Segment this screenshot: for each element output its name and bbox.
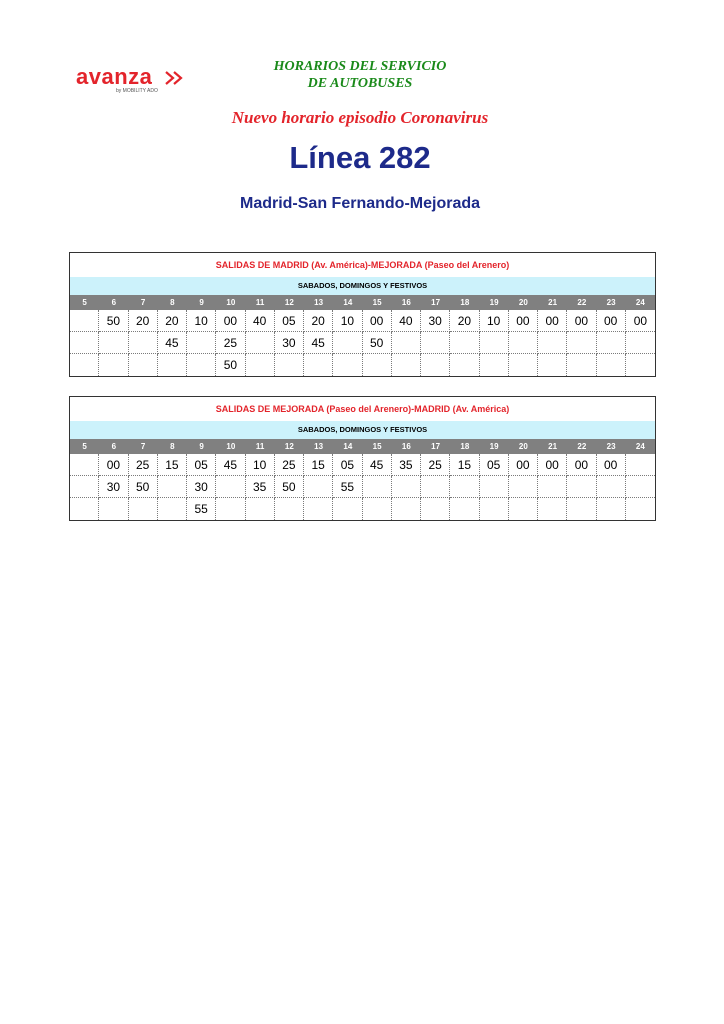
minute-cell: 50 (99, 310, 128, 332)
hour-header-cell: 5 (70, 439, 99, 454)
minute-cell (70, 354, 99, 376)
logo-wordmark: avanza (76, 64, 153, 89)
minute-cell: 30 (187, 476, 216, 498)
minute-cell: 40 (392, 310, 421, 332)
minute-cell (480, 498, 509, 520)
hour-header-cell: 18 (450, 439, 479, 454)
minute-cell: 05 (187, 454, 216, 476)
minute-cell (246, 498, 275, 520)
minute-cell: 00 (509, 454, 538, 476)
minute-cell: 15 (158, 454, 187, 476)
minute-cell: 00 (99, 454, 128, 476)
minute-cell (216, 476, 245, 498)
minute-cell: 35 (392, 454, 421, 476)
minute-cell (480, 332, 509, 354)
minute-cell: 45 (304, 332, 333, 354)
minute-cell (70, 332, 99, 354)
hour-header-row (70, 295, 655, 310)
minute-cell (275, 354, 304, 376)
minute-cell: 50 (363, 332, 392, 354)
hour-header-cell: 17 (421, 439, 450, 454)
minute-cell (421, 476, 450, 498)
hour-header-cell: 7 (129, 295, 158, 310)
minute-cell (70, 454, 99, 476)
minutes-row (70, 498, 655, 520)
hour-header-cell: 20 (509, 439, 538, 454)
minute-cell (129, 332, 158, 354)
minute-cell: 35 (246, 476, 275, 498)
minute-cell (509, 354, 538, 376)
hour-header-cell: 9 (187, 295, 216, 310)
minute-cell (333, 498, 362, 520)
minute-cell: 00 (567, 454, 596, 476)
minute-cell (597, 354, 626, 376)
minute-cell: 00 (567, 310, 596, 332)
minute-cell (333, 332, 362, 354)
chevron-arrows-icon (164, 70, 186, 86)
minute-cell: 55 (333, 476, 362, 498)
minute-cell (129, 498, 158, 520)
minute-cell: 00 (538, 454, 567, 476)
minute-cell (597, 332, 626, 354)
minute-cell (70, 310, 99, 332)
minute-cell (187, 332, 216, 354)
hour-header-cell: 21 (538, 295, 567, 310)
minute-cell (99, 354, 128, 376)
hour-header-cell: 10 (216, 295, 245, 310)
minute-cell (421, 354, 450, 376)
minutes-row (70, 332, 655, 354)
hour-header-cell: 11 (246, 295, 275, 310)
hour-header-cell: 24 (626, 295, 655, 310)
timetable-2 (69, 396, 656, 521)
minute-cell: 00 (509, 310, 538, 332)
minute-cell (158, 354, 187, 376)
hour-header-cell: 13 (304, 295, 333, 310)
minute-cell (392, 354, 421, 376)
minute-cell (304, 354, 333, 376)
minute-cell (597, 498, 626, 520)
minutes-row (70, 310, 655, 332)
minute-cell (567, 332, 596, 354)
minute-cell (626, 498, 655, 520)
hour-header-cell: 6 (99, 439, 128, 454)
hour-header-cell: 6 (99, 295, 128, 310)
hour-header-cell: 17 (421, 295, 450, 310)
minute-cell (480, 354, 509, 376)
hour-header-cell: 14 (333, 295, 362, 310)
hour-header-cell: 16 (392, 439, 421, 454)
minute-cell (626, 454, 655, 476)
minute-cell: 05 (333, 454, 362, 476)
minute-cell: 25 (216, 332, 245, 354)
minute-cell (333, 354, 362, 376)
header-subtitle: Nuevo horario episodio Coronavirus (231, 108, 489, 127)
minute-cell: 00 (216, 310, 245, 332)
hour-header-cell: 15 (363, 295, 392, 310)
minute-cell: 10 (480, 310, 509, 332)
minute-cell: 10 (333, 310, 362, 332)
hour-header-cell: 20 (509, 295, 538, 310)
minute-cell: 50 (216, 354, 245, 376)
minute-cell (450, 354, 479, 376)
minute-cell: 20 (450, 310, 479, 332)
hour-header-cell: 5 (70, 295, 99, 310)
minute-cell (626, 354, 655, 376)
minute-cell (363, 354, 392, 376)
hour-header-cell: 19 (480, 295, 509, 310)
minute-cell: 25 (421, 454, 450, 476)
minute-cell (450, 476, 479, 498)
minute-cell (392, 332, 421, 354)
minute-cell (597, 476, 626, 498)
minute-cell: 25 (275, 454, 304, 476)
minute-cell (216, 498, 245, 520)
timetable-1 (69, 252, 656, 377)
minute-cell: 50 (275, 476, 304, 498)
minute-cell (99, 332, 128, 354)
minutes-row (70, 354, 655, 376)
minute-cell: 55 (187, 498, 216, 520)
header-title-line2: DE AUTOBUSES (307, 76, 413, 91)
minutes-row (70, 454, 655, 476)
minute-cell (275, 498, 304, 520)
minute-cell (626, 332, 655, 354)
minute-cell: 05 (480, 454, 509, 476)
hour-header-cell: 13 (304, 439, 333, 454)
hour-header-row (70, 439, 655, 454)
minute-cell (538, 332, 567, 354)
hour-header-cell: 14 (333, 439, 362, 454)
minute-cell (70, 498, 99, 520)
minute-cell (509, 498, 538, 520)
minute-cell (538, 476, 567, 498)
minute-cell: 15 (450, 454, 479, 476)
minute-cell: 00 (363, 310, 392, 332)
hour-header-cell: 23 (597, 295, 626, 310)
minute-cell: 45 (216, 454, 245, 476)
minute-cell: 00 (597, 310, 626, 332)
avanza-logo (76, 66, 196, 100)
timetable-day-type: SABADOS, DOMINGOS Y FESTIVOS (70, 421, 655, 439)
minute-cell (392, 498, 421, 520)
minute-cell (158, 476, 187, 498)
minute-cell (509, 332, 538, 354)
minute-cell (509, 476, 538, 498)
hour-header-cell: 12 (275, 439, 304, 454)
minute-cell (626, 476, 655, 498)
minute-cell: 40 (246, 310, 275, 332)
minute-cell: 25 (129, 454, 158, 476)
minute-cell (187, 354, 216, 376)
header-title-line1: HORARIOS DEL SERVICIO (273, 59, 447, 74)
timetable-title: SALIDAS DE MADRID (Av. América)-MEJORADA (Paseo del Arenero) (70, 253, 655, 277)
hour-header-cell: 19 (480, 439, 509, 454)
hour-header-cell: 16 (392, 295, 421, 310)
minute-cell (363, 476, 392, 498)
minute-cell (567, 354, 596, 376)
minute-cell: 45 (363, 454, 392, 476)
minute-cell (246, 354, 275, 376)
minute-cell (158, 498, 187, 520)
minute-cell (70, 476, 99, 498)
line-number: Línea 282 (289, 140, 431, 175)
hour-header-cell: 7 (129, 439, 158, 454)
minute-cell: 45 (158, 332, 187, 354)
minute-cell (538, 354, 567, 376)
logo-tagline: by MOBILITY ADO (116, 88, 158, 94)
minute-cell (129, 354, 158, 376)
hour-header-cell: 9 (187, 439, 216, 454)
minute-cell (567, 498, 596, 520)
minute-cell (246, 332, 275, 354)
minute-cell: 20 (158, 310, 187, 332)
minute-cell (421, 332, 450, 354)
minute-cell: 00 (626, 310, 655, 332)
minute-cell (567, 476, 596, 498)
minute-cell: 10 (187, 310, 216, 332)
hour-header-cell: 12 (275, 295, 304, 310)
minute-cell: 05 (275, 310, 304, 332)
hour-header-cell: 15 (363, 439, 392, 454)
minute-cell: 00 (597, 454, 626, 476)
timetable-day-type: SABADOS, DOMINGOS Y FESTIVOS (70, 277, 655, 295)
minute-cell (450, 498, 479, 520)
minute-cell: 20 (304, 310, 333, 332)
hour-header-cell: 22 (567, 439, 596, 454)
hour-header-cell: 10 (216, 439, 245, 454)
minute-cell: 30 (275, 332, 304, 354)
minutes-row (70, 476, 655, 498)
minute-cell (538, 498, 567, 520)
minute-cell (304, 476, 333, 498)
minute-cell (363, 498, 392, 520)
hour-header-cell: 8 (158, 295, 187, 310)
minute-cell: 20 (129, 310, 158, 332)
hour-header-cell: 11 (246, 439, 275, 454)
minute-cell: 30 (99, 476, 128, 498)
minute-cell (421, 498, 450, 520)
hour-header-cell: 22 (567, 295, 596, 310)
minute-cell: 50 (129, 476, 158, 498)
minute-cell (450, 332, 479, 354)
minute-cell (392, 476, 421, 498)
minute-cell: 00 (538, 310, 567, 332)
route-name: Madrid-San Fernando-Mejorada (239, 195, 481, 212)
hour-header-cell: 21 (538, 439, 567, 454)
timetable-title: SALIDAS DE MEJORADA (Paseo del Arenero)-MADRID (Av. América) (70, 397, 655, 421)
minute-cell (99, 498, 128, 520)
minute-cell (304, 498, 333, 520)
minute-cell: 15 (304, 454, 333, 476)
hour-header-cell: 8 (158, 439, 187, 454)
hour-header-cell: 18 (450, 295, 479, 310)
minute-cell: 30 (421, 310, 450, 332)
hour-header-cell: 24 (626, 439, 655, 454)
minute-cell (480, 476, 509, 498)
hour-header-cell: 23 (597, 439, 626, 454)
minute-cell: 10 (246, 454, 275, 476)
